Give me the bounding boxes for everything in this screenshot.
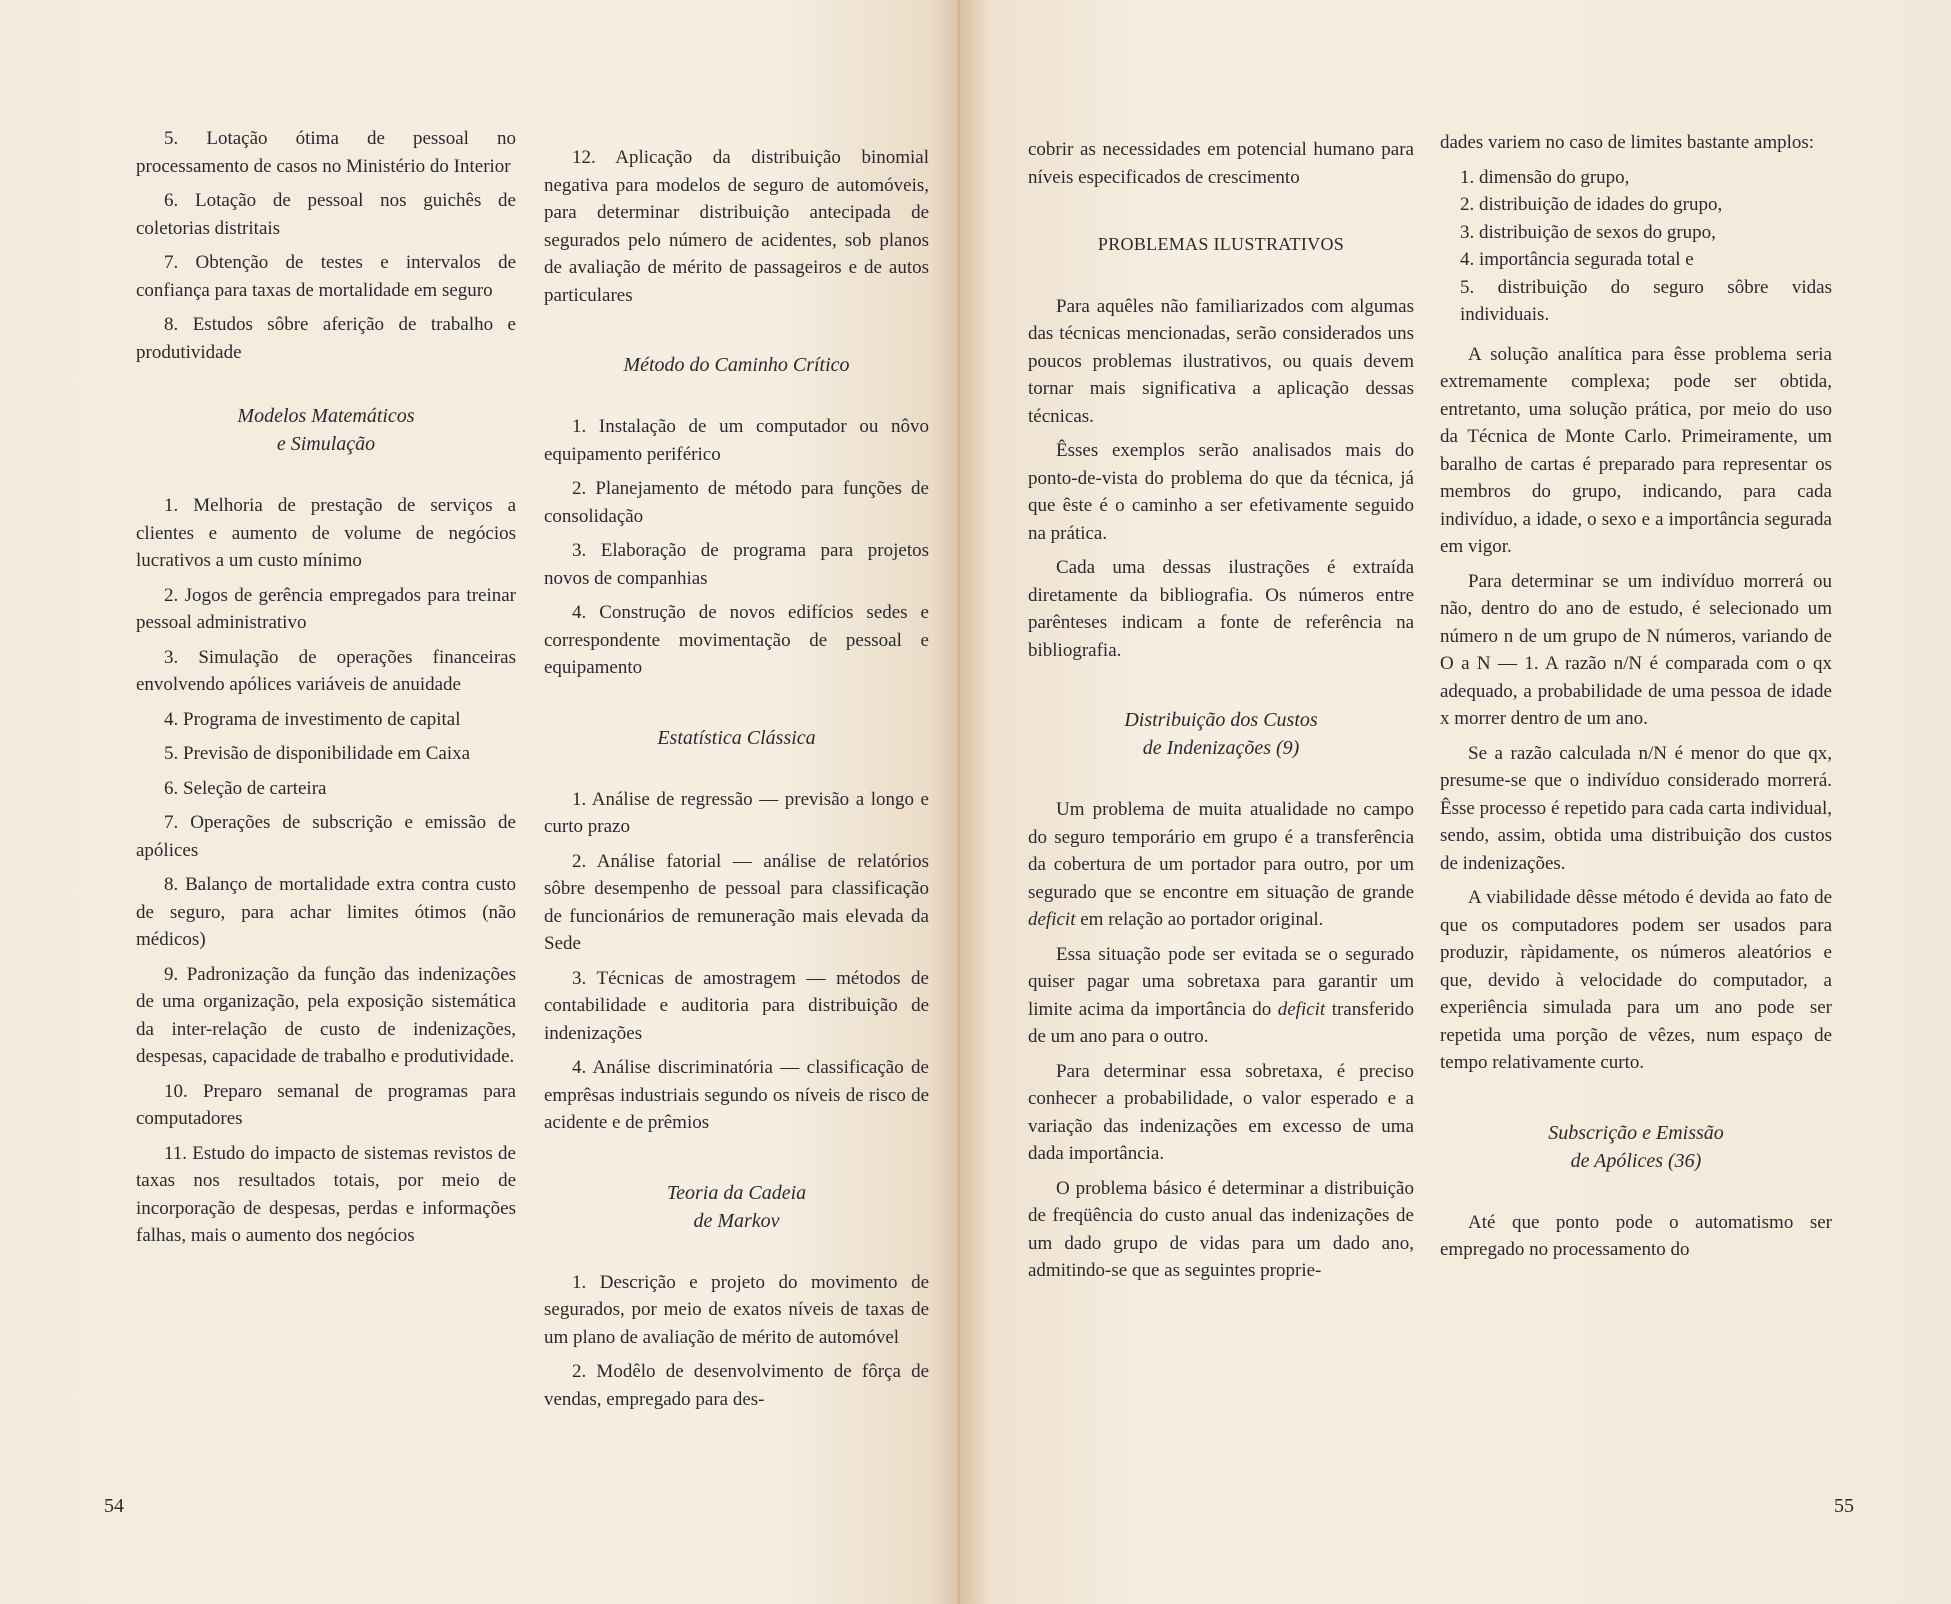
right-column-2 — [1440, 129, 1832, 1271]
list-item: 2. Análise fatorial — análise de relatórios sôbre desempenho de pessoal para classificação de funcionários de remuneração mais elevada da Sede — [544, 850, 929, 954]
list-item: 3. distribuição de sexos do grupo, — [1460, 221, 1716, 243]
list-item: 4. Construção de novos edifícios sedes e correspondente movimentação de pessoal e equipamento — [544, 602, 929, 678]
list-item: 3. Simulação de operações financeiras envolvendo apólices variáveis de anuidade — [136, 646, 516, 695]
list-item: 2. Planejamento de método para funções de consolidação — [544, 478, 929, 527]
paragraph: Um problema de muita atualidade no campo do seguro temporário em grupo é a transferência da cobertura de um portador para outro, por um segurado que se encontre em situação de grande deficit em relação ao portador original. — [1028, 799, 1414, 930]
list-item: 11. Estudo do impacto de sistemas revistos de taxas nos resultados totais, por meio de incorporação de despesas, perdas e informações falhas, mais o aumento dos negócios — [136, 1142, 516, 1246]
section-heading-estatistica: Estatística Clássica — [657, 726, 816, 749]
list-item: 8. Estudos sôbre aferição de trabalho e produtividade — [136, 314, 516, 363]
paragraph: Para determinar essa sobretaxa, é preciso conhecer a probabilidade, o valor esperado e a variação das indenizações em excesso de uma dada importância. — [1028, 1060, 1414, 1164]
list-item: 8. Balanço de mortalidade extra contra custo de seguro, para achar limites ótimos (não médicos) — [136, 874, 516, 950]
list-item: 6. Lotação de pessoal nos guichês de coletorias distritais — [136, 190, 516, 239]
right-page — [960, 0, 1951, 1604]
list-item: 7. Obtenção de testes e intervalos de confiança para taxas de mortalidade em seguro — [136, 252, 516, 301]
left-column-1 — [136, 125, 516, 1257]
section-heading-markov: Teoria da Cadeia de Markov — [666, 1181, 807, 1232]
list-item: 1. Análise de regressão — previsão a longo e curto prazo — [544, 788, 929, 837]
paragraph: Essa situação pode ser evitada se o segurado quiser pagar uma sobretaxa para garantir um limite acima da importância do deficit transferido de um ano para o outro. — [1028, 943, 1414, 1047]
list-item: 1. Melhoria de prestação de serviços a clientes e aumento de volume de negócios lucrativos a um custo mínimo — [136, 495, 516, 571]
property-list — [1440, 164, 1832, 329]
section-heading-modelos: Modelos Matemáticos e Simulação — [237, 405, 415, 455]
continuation-text: cobrir as necessidades em potencial humano para níveis especificados de crescimento — [1028, 139, 1414, 188]
list-item: 1. Instalação de um computador ou nôvo equipamento periférico — [544, 416, 929, 465]
section-heading-caminho-critico: Método do Caminho Crítico — [623, 354, 850, 376]
paragraph: Para aquêles não familiarizados com algumas das técnicas mencionadas, serão considerados uns poucos problemas ilustrativos, ou quais devem tornar mais significativa a aplicação dessas técnicas. — [1028, 295, 1414, 427]
paragraph: O problema básico é determinar a distribuição de freqüência do custo anual das indenizações de um dado grupo de vidas para um dado ano, admitindo-se que as seguintes proprie- — [1028, 1177, 1414, 1281]
list-item: 9. Padronização da função das indenizações de uma organização, pela exposição sistemática da inter-relação de custo de indenizações, despesas, capacidade de trabalho e produtividade. — [136, 963, 516, 1067]
list-item: 2. Jogos de gerência empregados para treinar pessoal administrativo — [136, 584, 516, 633]
continuation-text: dades variem no caso de limites bastante amplos: — [1440, 132, 1815, 153]
paragraph: A viabilidade dêsse método é devida ao fato de que os computadores podem ser usados para produzir, ràpidamente, os números aleatórios e que, devido à velocidade do computador, a experiência simulada para um ano pode ser repetida uma porção de vêzes, num espaço de tempo relativamente curto. — [1440, 887, 1832, 1073]
right-column-1 — [1028, 136, 1414, 1292]
list-item: 5. Lotação ótima de pessoal no processamento de casos no Ministério do Interior — [136, 128, 516, 177]
list-item: 4. importância segurada total e — [1460, 249, 1694, 270]
list-item: 3. Técnicas de amostragem — métodos de contabilidade e auditoria para distribuição de indenizações — [544, 967, 929, 1044]
section-heading-distribuicao: Distribuição dos Custos de Indenizações (9) — [1124, 709, 1318, 759]
page-number-left: 54 — [104, 1495, 124, 1517]
list-item: 1. Descrição e projeto do movimento de segurados, por meio de exatos níveis de taxas de um plano de avaliação de mérito de automóvel — [544, 1271, 929, 1348]
paragraph: Se a razão calculada n/N é menor do que qx, presume-se que o indivíduo considerado morrerá. Êsse processo é repetido para cada carta individual, sendo, assim, obtida uma distribuição dos custos de indenizações. — [1440, 742, 1832, 874]
list-item: 1. dimensão do grupo, — [1460, 166, 1630, 188]
paragraph: Êsses exemplos serão analisados mais do ponto-de-vista do problema do que da técnica, já que êste é o caminho a ser efetivamente seguido na prática. — [1028, 440, 1414, 544]
paragraph: Até que ponto pode o automatismo ser empregado no processamento do — [1440, 1211, 1832, 1260]
section-heading-problemas: PROBLEMAS ILUSTRATIVOS — [1097, 234, 1345, 254]
list-item: 6. Seleção de carteira — [164, 777, 327, 799]
section-heading-subscricao: Subscrição e Emissão de Apólices (36) — [1548, 1121, 1724, 1172]
list-item: 7. Operações de subscrição e emissão de apólices — [136, 812, 516, 861]
emphasis: deficit — [1028, 909, 1076, 930]
paragraph: Cada uma dessas ilustrações é extraída diretamente da bibliografia. Os números entre parênteses indicam a fonte de referência na bibliografia. — [1028, 557, 1414, 661]
paragraph: A solução analítica para êsse problema seria extremamente complexa; pode ser obtida, entretanto, uma solução prática, por meio do uso da Técnica de Monte Carlo. Primeiramente, um baralho de cartas é preparado para representar os membros do grupo, indicando, para cada indivíduo, a idade, o sexo e a importância segurada em vigor. — [1440, 343, 1832, 557]
left-column-2 — [544, 144, 929, 1420]
list-item: 5. distribuição do seguro sôbre vidas individuais. — [1460, 276, 1832, 325]
list-item: 12. Aplicação da distribuição binomial negativa para modelos de seguro de automóveis, para determinar distribuição antecipada de segurados pelo número de acidentes, sob planos de avaliação de mérito de passageiros e de autos particulares — [544, 147, 929, 306]
page-number-right: 55 — [1834, 1495, 1854, 1517]
paragraph: Para determinar se um indivíduo morrerá ou não, dentro do ano de estudo, é selecionado um número n de um grupo de N números, variando de O a N — 1. A razão n/N é comparada com o qx adequado, a probabilidade de uma pessoa de idade x morrer dentro de um ano. — [1440, 570, 1832, 729]
list-item: 2. Modêlo de desenvolvimento de fôrça de vendas, empregado para des- — [544, 1361, 929, 1410]
left-page — [0, 0, 960, 1604]
list-item: 3. Elaboração de programa para projetos novos de companhias — [544, 540, 929, 589]
list-item: 2. distribuição de idades do grupo, — [1460, 194, 1723, 215]
list-item: 4. Análise discriminatória — classificação de emprêsas industriais segundo os níveis de risco de acidente e de prêmios — [544, 1057, 929, 1133]
list-item: 10. Preparo semanal de programas para computadores — [136, 1080, 516, 1129]
list-item: 4. Programa de investimento de capital — [164, 708, 461, 730]
list-item: 5. Previsão de disponibilidade em Caixa — [164, 743, 471, 764]
emphasis: deficit — [1277, 998, 1326, 1020]
